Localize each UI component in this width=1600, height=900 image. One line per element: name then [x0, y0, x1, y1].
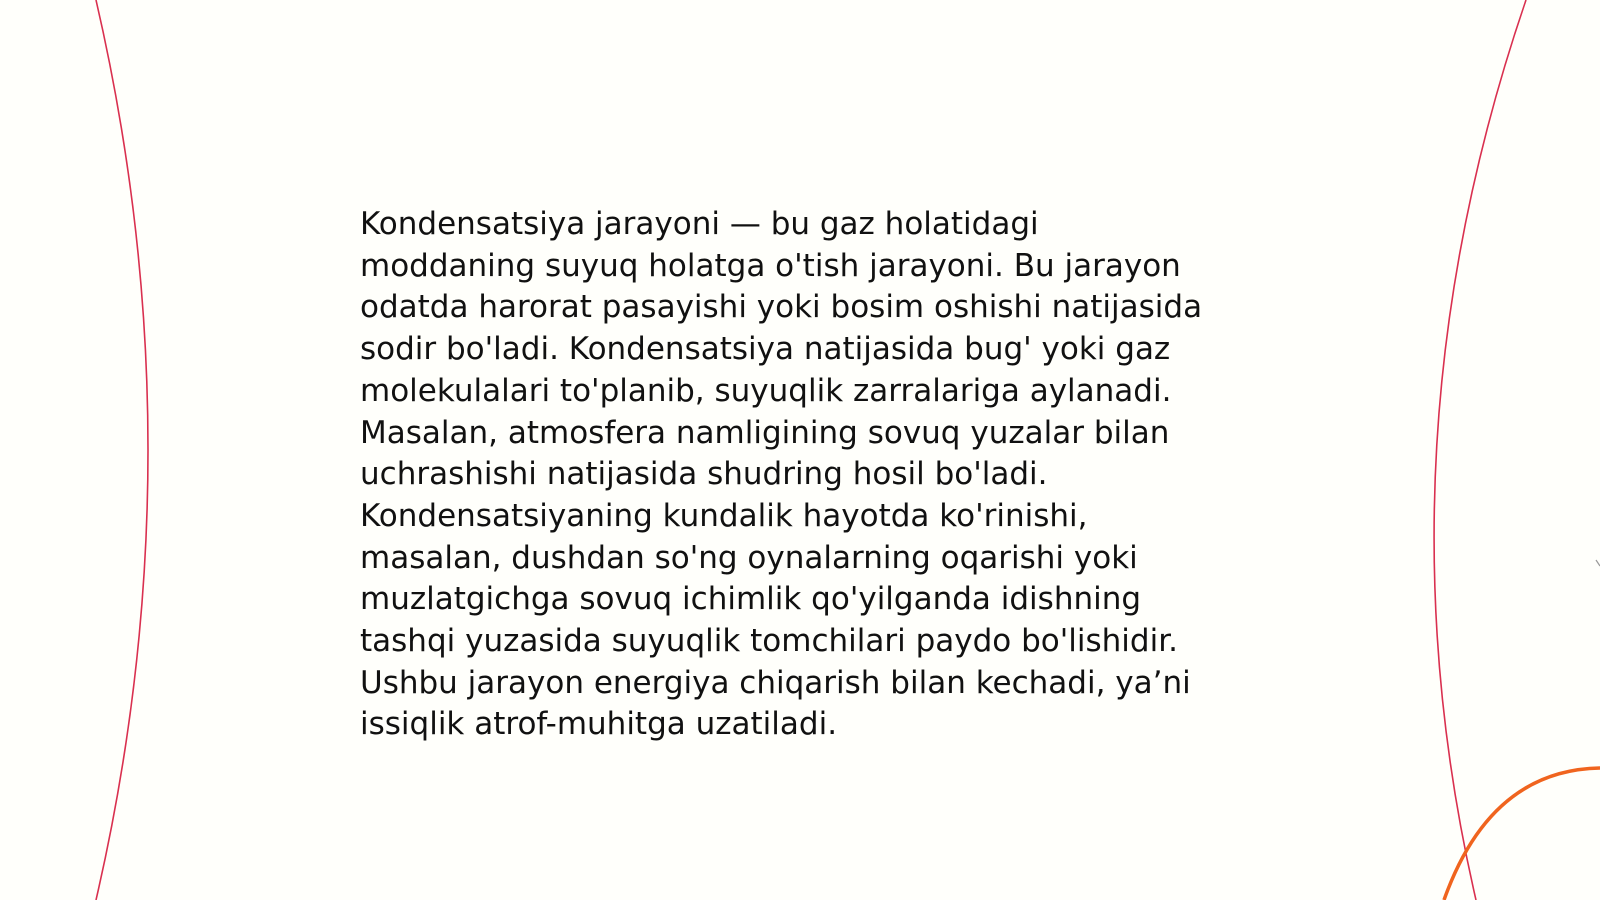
text-line: Kondensatsiya jarayoni — bu gaz holatidagi [360, 206, 1039, 242]
text-line: uchrashishi natijasida shudring hosil bo'ladi. [360, 456, 1048, 493]
text-line: tashqi yuzasida suyuqlik tomchilari paydo bo'lishidir. [360, 623, 1178, 660]
text-line: odatda harorat pasayishi yoki bosim oshishi natijasida [360, 289, 1203, 326]
edge-tick-mark [1596, 560, 1600, 566]
text-line: issiqlik atrof-muhitga uzatiladi. [360, 706, 838, 743]
text-line: sodir bo'ladi. Kondensatsiya natijasida bug' yoki gaz [360, 331, 1171, 368]
text-line: muzlatgichga sovuq ichimlik qo'yilganda idishning [360, 581, 1142, 618]
text-line: moddaning suyuq holatga o'tish jarayoni. Bu jarayon [360, 247, 1181, 284]
text-line: Masalan, atmosfera namligining sovuq yuzalar bilan [360, 414, 1170, 451]
left-decorative-curve [96, 0, 148, 900]
text-line: Ushbu jarayon energiya chiqarish bilan kechadi, ya’ni [360, 664, 1191, 701]
slide-body-text [360, 204, 1260, 746]
corner-decorative-arc [1444, 768, 1600, 900]
right-decorative-curve [1434, 0, 1526, 900]
text-line: masalan, dushdan so'ng oynalarning oqarishi yoki [360, 539, 1138, 576]
text-line: Kondensatsiyaning kundalik hayotda ko'rinishi, [360, 497, 1088, 534]
text-line: molekulalari to'planib, suyuqlik zarralariga aylanadi. [360, 372, 1172, 409]
